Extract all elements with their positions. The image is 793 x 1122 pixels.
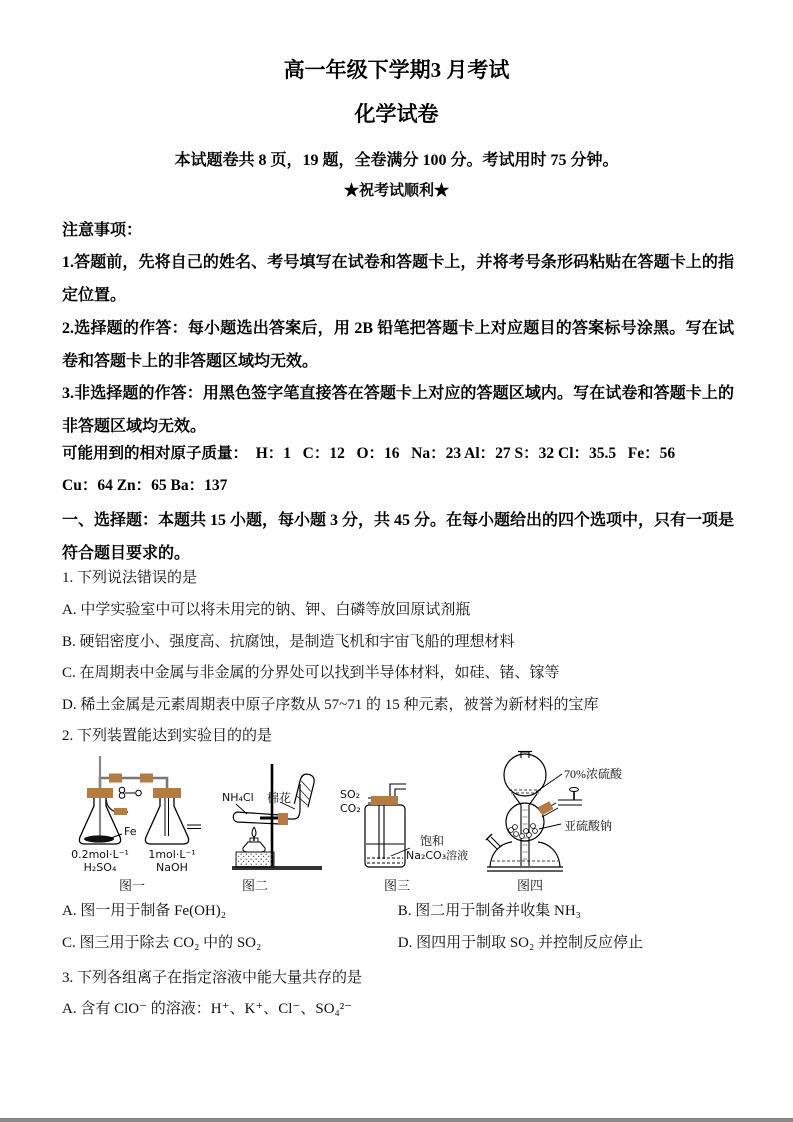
fig2-cotton-label: 棉花 <box>267 791 292 805</box>
fig1-base-conc-label: 1mol·L⁻¹ <box>148 848 196 861</box>
fig2-nh4cl-label: NH₄Cl <box>222 791 254 804</box>
fig4-caption: 图四 <box>516 878 543 893</box>
notice-item-3: 3.非选择题的作答：用黑色签字笔直接答在答题卡上对应的答题区域内。写在试卷和答题卡上的非答题区域均无效。 <box>62 385 734 435</box>
fig1-flask-apparatus <box>62 748 210 898</box>
exam-subtitle: 化学试卷 <box>354 102 439 126</box>
fig3-so2-label: SO₂ <box>340 788 361 801</box>
q3-stem: 3. 下列各组离子在指定溶液中能大量共存的是 <box>62 970 363 986</box>
page-bottom-divider <box>0 1118 793 1122</box>
fig2-caption: 图二 <box>241 878 268 893</box>
fig4-acid-label: 70%浓硫酸 <box>564 767 622 781</box>
q2-option-c: C. 图三用于除去 CO₂ 中的 SO₂ <box>62 935 262 951</box>
notice-item-2: 2.选择题的作答：每小题选出答案后，用 2B 铅笔把答题卡上对应题目的答案标号涂黑。写在试卷和答题卡上的非答题区域均无效。 <box>62 320 734 370</box>
atomic-masses-line-1: 可能用到的相对原子质量： H：1 C：12 O：16 Na：23 Al：27 S：32 Cl：35.5 Fe：56 <box>62 445 676 462</box>
q1-option-c: C. 在周期表中金属与非金属的分界处可以找到半导体材料，如硅、锗、镓等 <box>62 665 560 681</box>
fig2-heating-apparatus <box>210 748 355 898</box>
exam-wish-line: ★祝考试顺利★ <box>343 183 449 199</box>
q1-option-a: A. 中学实验室中可以将未用完的钠、钾、白磷等放回原试剂瓶 <box>62 602 471 618</box>
q2-apparatus-figures <box>0 748 793 898</box>
fig1-acid-formula-label: H₂SO₄ <box>83 861 117 874</box>
q2-option-a: A. 图一用于制备 Fe(OH)₂ <box>62 903 226 919</box>
fig3-saturated-label: 饱和 <box>420 834 445 848</box>
q1-stem: 1. 下列说法错误的是 <box>62 570 198 586</box>
fig4-kipp-generator <box>482 748 672 898</box>
fig3-caption: 图三 <box>383 878 410 893</box>
q2-option-d: D. 图四用于制取 SO₂ 并控制反应停止 <box>397 935 643 951</box>
fig1-caption: 图一 <box>118 878 145 893</box>
q2-stem: 2. 下列装置能达到实验目的的是 <box>62 728 273 744</box>
atomic-masses-line-2: Cu：64 Zn：65 Ba：137 <box>62 477 228 494</box>
exam-info-line: 本试题卷共 8 页，19 题，全卷满分 100 分。考试用时 75 分钟。 <box>174 152 619 169</box>
notices-heading: 注意事项： <box>62 222 143 239</box>
q1-option-b: B. 硬铝密度小、强度高、抗腐蚀，是制造飞机和宇宙飞船的理想材料 <box>62 634 515 650</box>
fig1-fe-label: Fe <box>124 825 137 838</box>
fig3-washing-bottle <box>338 748 488 898</box>
notice-item-1: 1.答题前，先将自己的姓名、考号填写在试卷和答题卡上，并将考号条形码粘贴在答题卡上的指定位置。 <box>62 254 734 304</box>
fig1-acid-conc-label: 0.2mol·L⁻¹ <box>71 848 129 861</box>
fig1-base-formula-label: NaOH <box>156 861 188 874</box>
q1-option-d: D. 稀土金属是元素周期表中原子序数从 57~71 的 15 种元素，被誉为新材料的宝库 <box>62 697 599 713</box>
fig3-co2-label: CO₂ <box>340 802 361 815</box>
fig4-salt-label: 亚硫酸钠 <box>564 819 613 833</box>
section-1-heading: 一、选择题：本题共 15 小题，每小题 3 分，共 45 分。在每小题给出的四个选项中，只有一项是符合题目要求的。 <box>62 512 735 562</box>
fig2-apparatus-diagram <box>210 748 355 872</box>
fig3-solution-label: Na₂CO₃溶液 <box>406 849 469 862</box>
q3-option-a: A. 含有 ClO⁻ 的溶液：H⁺、K⁺、Cl⁻、SO₄²⁻ <box>62 1001 353 1017</box>
exam-title: 高一年级下学期3 月考试 <box>283 58 510 82</box>
q2-option-b: B. 图二用于制备并收集 NH₃ <box>397 903 581 919</box>
